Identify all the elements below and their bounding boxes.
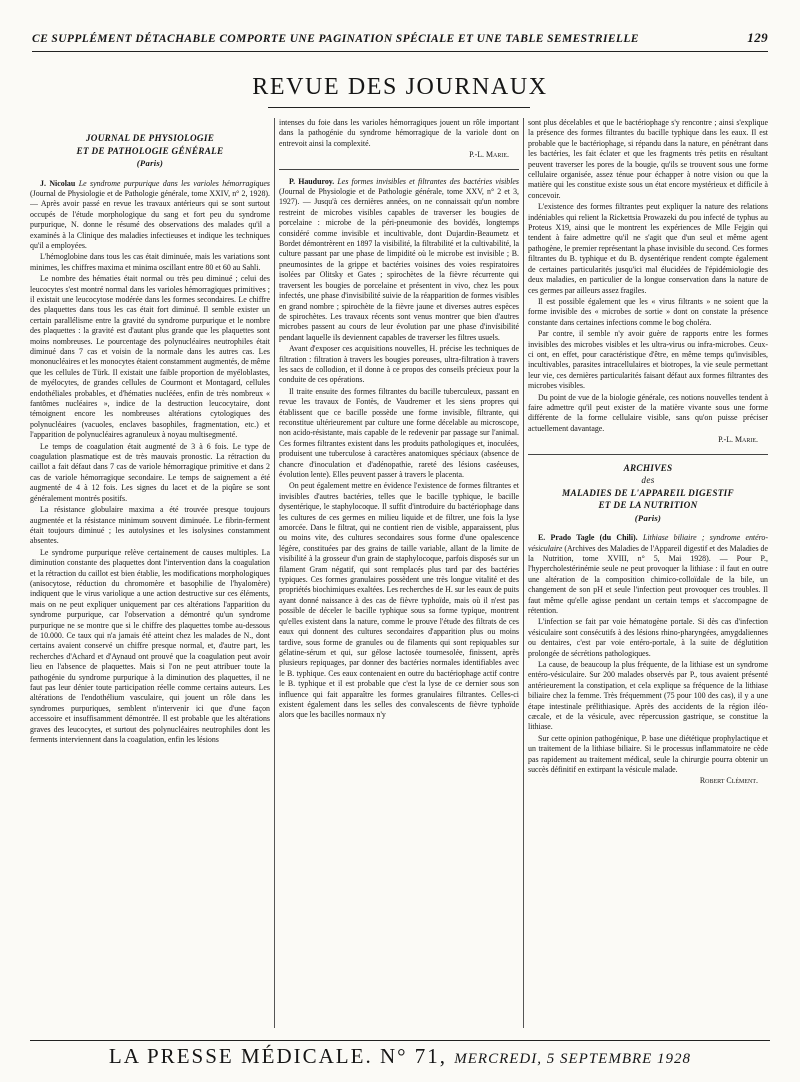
- article-paragraph: sont plus décelables et que le bactériophage s'y rencontre ; ainsi s'explique la présence des formes filtrantes du bacille typhique dans les eaux. Il est probable que le bactériophage, si répandu dans la nature, en pénétrant dans les bactéries, les fait éclater et que les fragments très petits en résultant peuvent traverser les pores de la bougie, qu'ils se trouvent sous une forme cellulaire organisée, assez ténue pour échapper à notre vision ou que la matière qui les constitue existe sous un état encore mystérieux et difficile à concevoir.: [528, 118, 768, 200]
- article-lead: [279, 177, 519, 344]
- article-lead: [30, 179, 270, 252]
- journal-heading-1: [30, 132, 270, 170]
- section-title: REVUE DES JOURNAUX: [252, 74, 548, 100]
- column-3: [528, 118, 768, 1028]
- article-paragraph: La cause, de beaucoup la plus fréquente, de la lithiase est un syndrome entéro-vésiculaire. Sur 200 malades observés par P., tous avaient présenté antérieurement la constipation, et cela explique sa fréquence de la lithiase biliaire chez la femme. Très fréquemment (75 pour 100 des cas), il y a une étape intestinale prélithiasique. Après des accidents de la région iléo-cæcale, et de la vésicule, avec répercussion gastrique, se constitue la lithiase.: [528, 659, 768, 732]
- article-paragraph: Sur cette opinion pathogénique, P. base une diététique prophylactique et un traitement de la lithiase biliaire. Si le processus inflammatoire ne cède pas rapidement au traitement médical, seule la chirurgie pourra obtenir un succès définitif en extirpant la vésicule malade.: [528, 733, 768, 775]
- article-signature: Robert Clément.: [699, 776, 758, 786]
- article-paragraph: L'infection se fait par voie hématogène portale. Si dès cas d'infection vésiculaire sont consécutifs à des lésions rhino-pharyngées, amygdaliennes ou dentaires, c'est par voie entéro-portale, à la suite de déglutition prolongée de sécrétions pathologiques.: [528, 617, 768, 658]
- journal-heading-line: des: [641, 475, 655, 486]
- article-paragraph: Pour P., l'hypercholestérinémie seule ne peut provoquer la lithiase : il faut en outre une altération de la composition chimico-colloïdale de la bile, un changement de son pH et seule l'infection peut provoquer ces troubles. Il faut même qu'elle agisse pendant un certain temps et s'accompagne de rétention.: [528, 553, 768, 615]
- running-header: [32, 30, 768, 52]
- column-divider: [274, 118, 275, 1028]
- footer-masthead: LA PRESSE MÉDICALE. N° 71,: [108, 1044, 448, 1068]
- article-citation: (Journal de Physiologie et de Pathologie générale, tome XXV, n° 2 et 3, 1927).: [279, 187, 519, 207]
- article-title: Les formes invisibles et filtrantes des bactéries visibles: [337, 176, 519, 186]
- journal-heading-line: JOURNAL DE PHYSIOLOGIE: [85, 133, 215, 143]
- article-paragraph: Il traite ensuite des formes filtrantes du bacille tuberculeux, passant en revue les travaux de Fontès, de Vaudremer et les siens propres qui établissent que ce bacille possède une forme invisible, filtrante, qui reconstitue ultérieurement par culture une forme décelable au microscope, non acido-résistante, mais capable de le redevenir par passage sur l'animal. Ces formes filtrantes existent dans les produits pathologiques et, inoculées, produisent une tuberculose à caractères anatomiques spéciaux (absence de chancre d'inoculation et d'adénopathie, rareté des lésions caséeuses, évolution lente). Elles peuvent passer à travers le placenta.: [279, 386, 519, 479]
- article-paragraph: — Jusqu'à ces dernières années, on ne connaissait qu'un nombre restreint de microbes visibles capables de traverser les bougies de porcelaine : microbe de la péri-pneumonie des bovidés, longtemps considéré comme invisible et incultivable, dont Dujardin-Beaumetz et Bordet démontrèrent en 1897 la visibilité, la filtrabilité et la cultivabilité, la culture passant par une phase de limpidité où le microbe est invisible ; B. pneumosintes de la grippe et bactéries voisines des voies respiratoires isolées par Olitsky et Gates ; spirochètes de la fièvre récurrente qui traversent les bougies de porcelaine et présentent in vivo, chez les poux infectés, une phase d'invisibilité suivie de la réapparition de formes visibles en grand nombre ; spirochète de la fièvre jaune et diverses autres espèces de spirochètes. Les travaux récents sont venus montrer que bien d'autres microbes passent au cours de leur évolution par une phase d'invisibilité pendant laquelle ils deviennent capables de traverser les filtres usuels.: [279, 197, 519, 342]
- page-number: 129: [747, 30, 768, 45]
- article-paragraph: L'hémoglobine dans tous les cas était diminuée, mais les variations sont minimes, les chiffres maxima et minima oscillant entre 80 et 60 au Sahli.: [30, 252, 270, 272]
- article-columns: [30, 118, 770, 1028]
- journal-place: (Paris): [136, 158, 164, 168]
- article-paragraph: Avant d'exposer ces acquisitions nouvelles, H. précise les techniques de filtration : filtration à travers les bougies poreuses, ultra-filtration à travers les sacs de collodion, et il donne à ce propos des conseils précieux pour la conduite de ces opérations.: [279, 344, 519, 385]
- journal-heading-line: ET DE PATHOLOGIE GÉNÉRALE: [76, 145, 224, 156]
- article-citation: (Archives des Maladies de l'Appareil digestif et des Maladies de la Nutrition, tome XVIII, n° 5, Mai 1928). —: [528, 543, 768, 563]
- article-author: E. Prado Tagle (du Chili).: [538, 533, 638, 543]
- article-signature: P.-L. Marie.: [718, 435, 758, 445]
- journal-heading-2: [528, 462, 768, 525]
- footer-date: MERCREDI, 5 SEPTEMBRE 1928: [454, 1051, 692, 1067]
- article-lead: [528, 533, 768, 616]
- article-continuation: intenses du foie dans les varioles hémorragiques jouent un rôle important dans la pathogénie du syndrome hémorragique de la variole dont on entrevoit ainsi la complexité.: [279, 118, 519, 148]
- article-author: J. Nicolau: [40, 178, 76, 188]
- article-paragraph: Le temps de coagulation était augmenté de 3 à 6 fois. Le type de coagulation plasmatique est de très mauvais pronostic. La rétraction du caillot a fait défaut dans 7 cas de variole hémorragique primitive et dans 2 cas de variole hémorragique secondaire. Le temps de saignement a été augmenté de 4 à 12 fois. Les signes du lacet et de la piqûre se sont généralement montrés positifs.: [30, 441, 270, 503]
- journal-place: (Paris): [634, 512, 662, 523]
- article-separator: [528, 454, 768, 455]
- article-paragraph: La résistance globulaire maxima a été trouvée presque toujours augmentée et la résistance minimum souvent diminuée. Le fibrin-ferment était toujours diminué ; les autolysines et les isolysines constamment absentes.: [30, 505, 270, 546]
- article-author: P. Hauduroy.: [289, 176, 335, 186]
- article-paragraph: Le syndrome purpurique relève certainement de causes multiples. La diminution constante des plaquettes dont l'intervention dans la coagulation et la rétraction du caillot est bien établie, les modifications morphologiques (anisocytose, réduction du chromomère et basophilie de l'hyalomère) indiquent que le virus variolique a une action destructive sur ces éléments, mais on ne peut expliquer uniquement par ces altérations l'apparition du syndrome purpurique, car l'observation a démontré qu'un syndrome purpurique ne se montre que si le chiffre des plaquettes tombe au-dessous de 10.000. Ce taux qui n'a jamais été atteint chez les malades de N., dont certains avaient conservé un chiffre presque normal, et, d'autre part, les recherches d'Achard et d'Aynaud ont prouvé que la coagulation peut avoir lieu en l'absence de plaquettes. Mais si l'on ne peut attribuer toute la pathogénie du syndrome purpurique à la diminution des plaquettes, il ne faut pas leur dénier toute participation réelle comme certains auteurs. Les altérations de l'endothélium vasculaire, qui jouent un rôle dans les syndromes purpuriques, semblent n'intervenir ici que d'une façon accessoire et insuffisamment démontrée. Il est probable que les altérations graves des leucocytes, et surtout des polynucléaires neutrophiles dont les ferments interviennent dans la coagulation, enfin les lésions: [30, 547, 270, 745]
- article-title: Le syndrome purpurique dans les varioles hémorragiques: [78, 178, 270, 188]
- article-paragraph: Par contre, il semble n'y avoir guère de rapports entre les formes invisibles des microbes visibles et les ultra-virus ou infra-microbes. Ceux-ci ont, en effet, pour caractéristique d'être, en même temps qu'invisibles, incultivables, parasites intracellulaires et biotropes, la vie seule permettant leur vie, ces dernières particularités faisant défaut aux formes filtrantes des microbes visibles.: [528, 329, 768, 391]
- article-title: Lithiase biliaire ; syndrome entéro-vésiculaire: [528, 533, 768, 553]
- article-paragraph: Il est possible également que les « virus filtrants » ne soient que la forme invisible des « microbes de sortie » dont on constate la présence constante dans certaines infections comme le bog choléra.: [528, 296, 768, 327]
- journal-heading-line: ARCHIVES: [623, 462, 673, 473]
- article-signature: P.-L. Marie.: [469, 150, 509, 160]
- journal-heading-line: ET DE LA NUTRITION: [598, 500, 698, 511]
- running-header-title: CE SUPPLÉMENT DÉTACHABLE COMPORTE UNE PAGINATION SPÉCIALE ET UNE TABLE SEMESTRIELLE: [32, 33, 639, 45]
- article-separator: [279, 169, 519, 170]
- journal-heading-line: MALADIES DE L'APPAREIL DIGESTIF: [562, 487, 734, 498]
- article-paragraph: Du point de vue de la biologie générale, ces notions nouvelles tendent à faire admettre qu'il peut exister de la matière vivante sous une forme différente de la forme cellulaire visible, sans qu'on puisse préciser actuellement davantage.: [528, 392, 768, 433]
- article-paragraph: On peut également mettre en évidence l'existence de formes filtrantes et invisibles d'autres bactéries, telles que le bacille typhique, le bacille dysentérique, le staphylocoque. Il suffit d'introduire du bactériophage dans les cultures de ces germes en milieu liquide et de filtrer, une fois la lyse amorcée. Dans le filtrat, qui ne contient rien de visible, apparaissent, plus ou moins vite, des cultures secondaires sous forme d'une opalescence légère, constituées par des grains de taille variable, allant de la limite de visibilité à la grosseur d'un grain de staphylocoque, parfois disposés sur un filament Gram négatif, qui sont remplacés plus tard par des bactéries typiques. Ces formes granulaires possèdent une très longue vitalité et des propriétés biochimiques exaltées. Les recherches de H. sur les eaux de puits ayant donné naissance à des cas de fièvre typhoïde, mais où il n'est pas possible de déceler le bacille typhique sous sa forme typique, montrent qu'elles existent dans la nature, comme le prouve l'étude des filtrats de ces eaux qui donnent des cultures secondaires d'apparition plus ou moins tardive, sous forme de granules ou de filaments qui sont repiquables sur gélatine-sérum et qui, sur gélose lactosée tournesolée, finissent, après plusieurs repiquages, par donner des bactéries normales identifiables avec le B. typhique. Ces eaux contenaient en outre du bactériophage actif contre le B. typhique et il est probable que c'est la lyse de ce dernier sous son influence qui fait apparaître les formes granulaires filtrantes. Celles-ci existent également dans les selles des convalescents de fièvre typhoïde alors que les bacilles normaux n'y: [279, 481, 519, 720]
- column-2: [279, 118, 519, 1028]
- article-paragraph: L'existence des formes filtrantes peut expliquer la nature des relations indéniables qui relient la Rickettsia Prowazeki du pou infecté de typhus au Proteus X19, ainsi que le montrent les expériences de Mlle Fejgin qui tendent à faire admettre qu'il ne s'agit que d'un seul et même agent pathogène, le premier représentant la phase invisible du second. Ces formes filtrantes du B. typhique et du B. dysentérique rendent compte également de certaines particularités jusqu'ici mal élucidées de l'épidémiologie des deux maladies, en particulier de la longue conservation dans la nature de ces germes par ailleurs assez fragiles.: [528, 202, 768, 295]
- page-footer: [30, 1040, 770, 1069]
- title-rule: [268, 107, 530, 108]
- column-1: [30, 118, 270, 1028]
- article-paragraph: Après avoir passé en revue les travaux antérieurs qui se sont surtout occupés de l'étude morphologique du sang et fort peu du syndrome purpurique, N. donne le résumé des observations des malades qu'il a examinés à la Clinique des maladies infectieuses et indique les techniques qu'il a employées.: [30, 199, 270, 250]
- column-divider: [523, 118, 524, 1028]
- article-citation: (Journal de Physiologie et de Pathologie générale, tome XXIV, n° 2, 1928). —: [30, 188, 270, 209]
- article-paragraph: Le nombre des hématies était normal ou très peu diminué ; celui des leucocytes s'est montré normal dans les varioles hémorragiques primitives ; il existait une leucocytose modérée dans les formes secondaires. Le chiffre des plaquettes dans tous les cas était fort diminué. Il semble exister un certain parallélisme entre la gravité du syndrome purpurique et le nombre des plaquettes : la gravité est d'autant plus grande que les plaquettes sont moins nombreuses. Le pourcentage des polynucléaires neutrophiles était diminué dans 7 cas et voisin de la normale dans les autres cas. Les mononucléaires et les monocytes étaient constamment augmentés, de même que les cellules de Türk. Il existait une faible proportion de myéloblastes, de myélocytes, de grandes cellules de Courmont et Montagard, cellules endothéliales probables, et d'hématies nucléées, enfin de très nombreux « fantômes nucléaires », indice de la destruction leucocytaire, dont témoignent encore les nombreuses altérations cytologiques des polynucléaires (vacuoles, enclaves basophiles, fragmentation, etc.) et l'apparition de polynucléaires agranuleux à noyau multisegmenté.: [30, 274, 270, 440]
